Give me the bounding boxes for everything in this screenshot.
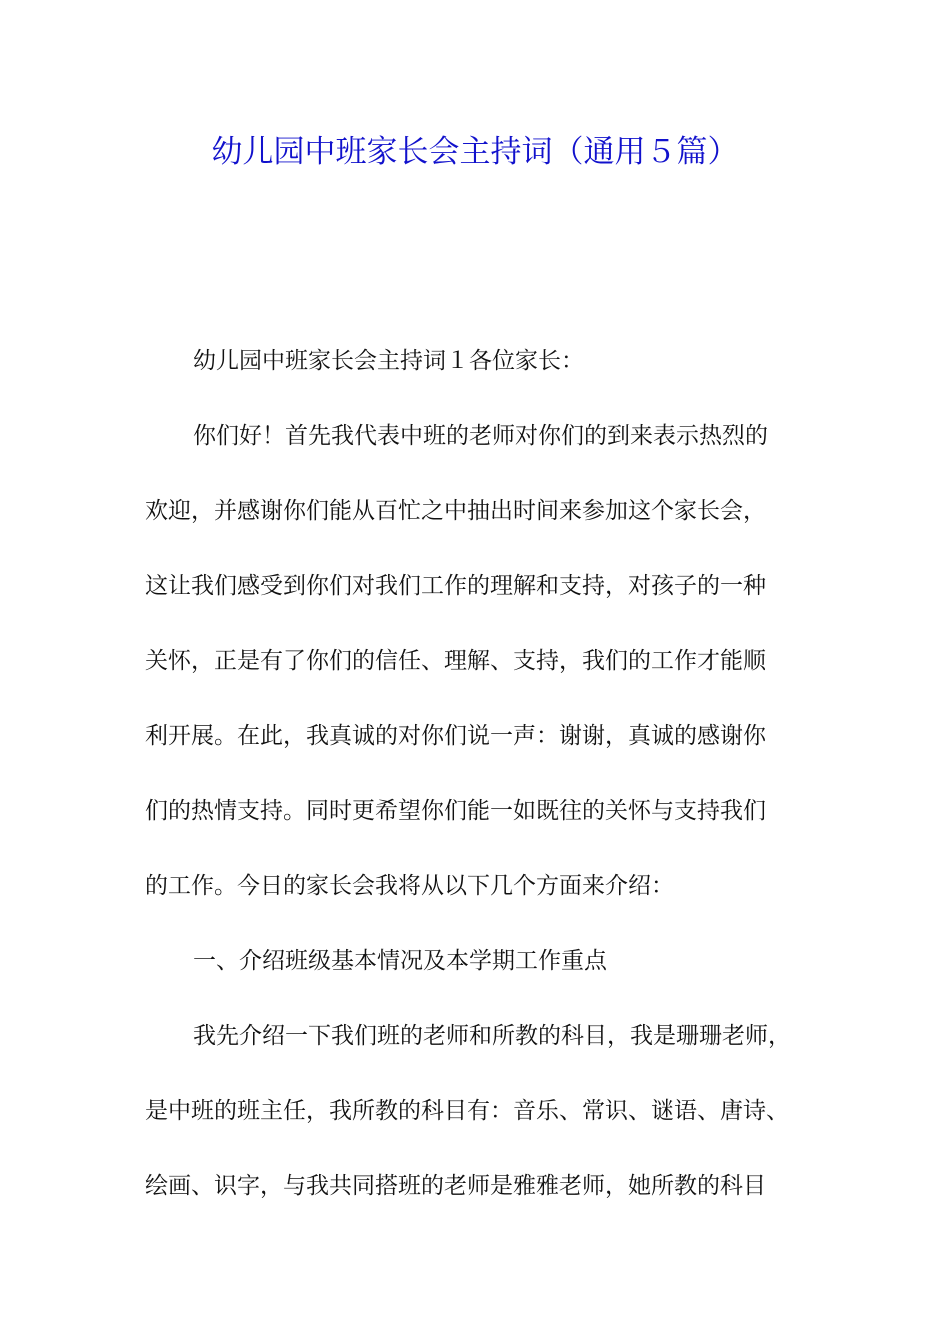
paragraph-line: 们的热情支持。同时更希望你们能一如既往的关怀与支持我们	[145, 798, 766, 824]
paragraph-line: 是中班的班主任，我所教的科目有：音乐、常识、谜语、唐诗、	[145, 1098, 789, 1124]
section-heading: 一、介绍班级基本情况及本学期工作重点	[193, 948, 607, 974]
paragraph-line: 你们好！首先我代表中班的老师对你们的到来表示热烈的	[193, 423, 768, 449]
paragraph-line: 欢迎，并感谢你们能从百忙之中抽出时间来参加这个家长会，	[145, 498, 766, 524]
paragraph-line: 我先介绍一下我们班的老师和所教的科目，我是珊珊老师，	[193, 1023, 791, 1049]
document-body	[145, 333, 810, 1233]
document-title: 幼儿园中班家长会主持词（通用５篇）	[211, 134, 739, 170]
paragraph-line: 这让我们感受到你们对我们工作的理解和支持，对孩子的一种	[145, 573, 766, 599]
paragraph-line: 利开展。在此，我真诚的对你们说一声：谢谢，真诚的感谢你	[145, 723, 766, 749]
paragraph-line: 幼儿园中班家长会主持词１各位家长：	[193, 348, 584, 374]
paragraph-line: 的工作。今日的家长会我将从以下几个方面来介绍：	[145, 873, 674, 899]
paragraph-line: 关怀，正是有了你们的信任、理解、支持，我们的工作才能顺	[145, 648, 766, 674]
paragraph-line: 绘画、识字，与我共同搭班的老师是雅雅老师，她所教的科目	[145, 1173, 766, 1199]
